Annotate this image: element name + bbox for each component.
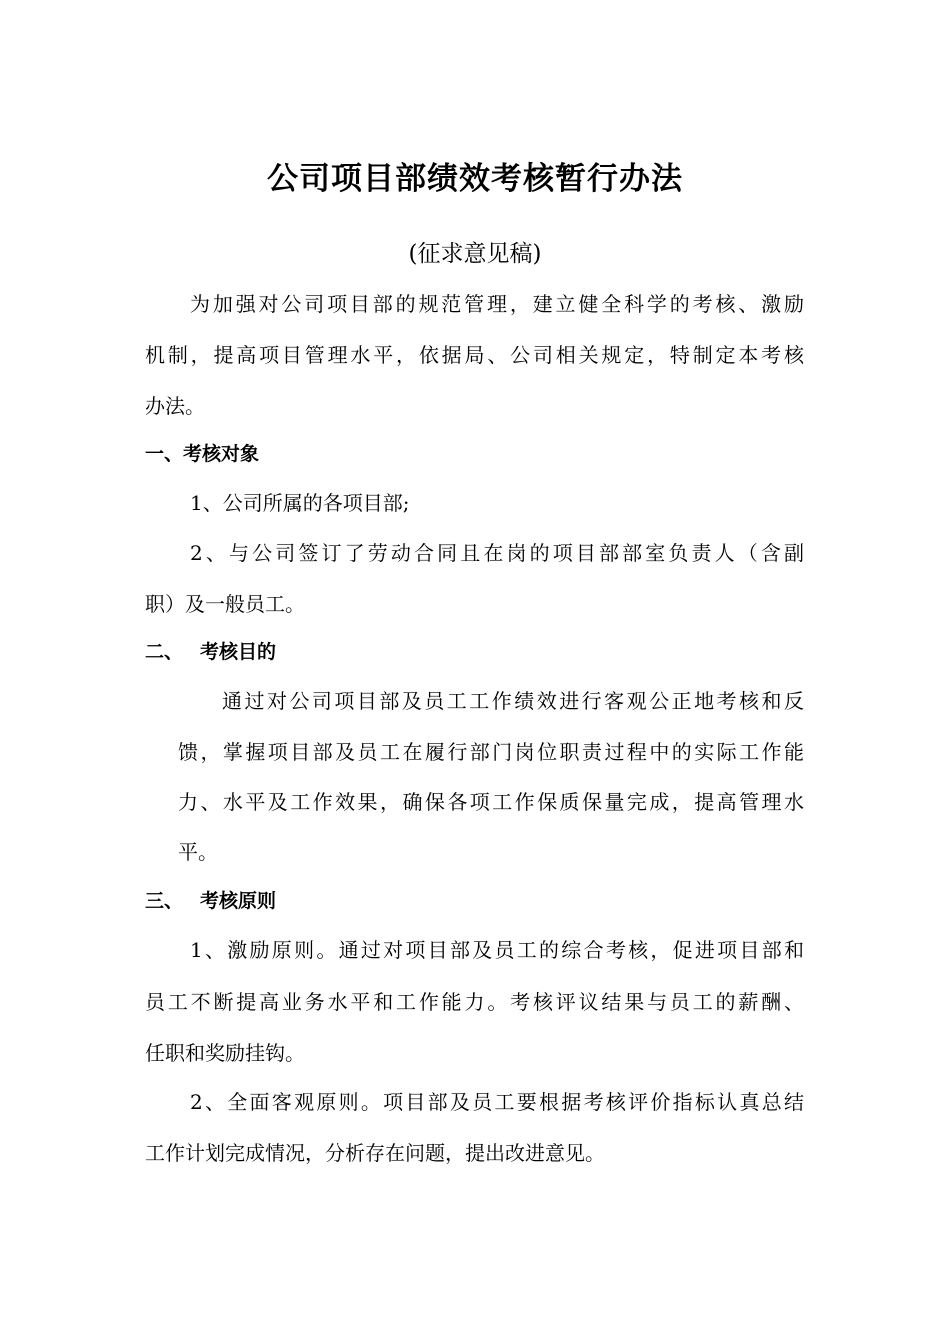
section-heading-3-number: 三、 [145,890,184,912]
section-heading-3: 考核原则 [200,890,277,912]
section2-paragraph-line: 通过对公司项目部及员工工作绩效进行客观公正地考核和反 [222,689,804,713]
section2-paragraph-line: 力、水平及工作效果，确保各项工作保质保量完成，提高管理水 [178,790,804,814]
section-heading-2: 考核目的 [200,641,277,663]
section3-item: 工作计划完成情况，分析存在问题，提出改进意见。 [145,1141,605,1165]
section1-item: 2、与公司签订了劳动合同且在岗的项目部部室负责人（含副 [190,541,804,565]
intro-line: 机制，提高项目管理水平，依据局、公司相关规定，特制定本考核 [145,343,804,367]
intro-line: 办法。 [145,394,205,418]
section1-item: 职）及一般员工。 [145,592,305,616]
intro-line: 为加强对公司项目部的规范管理，建立健全科学的考核、激励 [190,292,804,316]
section2-paragraph-line: 平。 [178,840,218,864]
section3-item: 1、激励原则。通过对项目部及员工的综合考核，促进项目部和 [190,938,804,962]
document-title: 公司项目部绩效考核暂行办法 [267,161,683,197]
section3-item: 员工不断提高业务水平和工作能力。考核评议结果与员工的薪酬、 [145,990,804,1014]
section-heading-1: 一、考核对象 [145,443,260,465]
section2-paragraph-line: 馈，掌握项目部及员工在履行部门岗位职责过程中的实际工作能 [178,740,804,764]
section-heading-2-number: 二、 [145,641,184,663]
section3-item: 任职和奖励挂钩。 [145,1041,305,1065]
section1-item: 1、公司所属的各项目部; [190,491,410,515]
document-subtitle: (征求意见稿) [408,241,542,267]
section3-item: 2、全面客观原则。项目部及员工要根据考核评价指标认真总结 [190,1090,804,1114]
